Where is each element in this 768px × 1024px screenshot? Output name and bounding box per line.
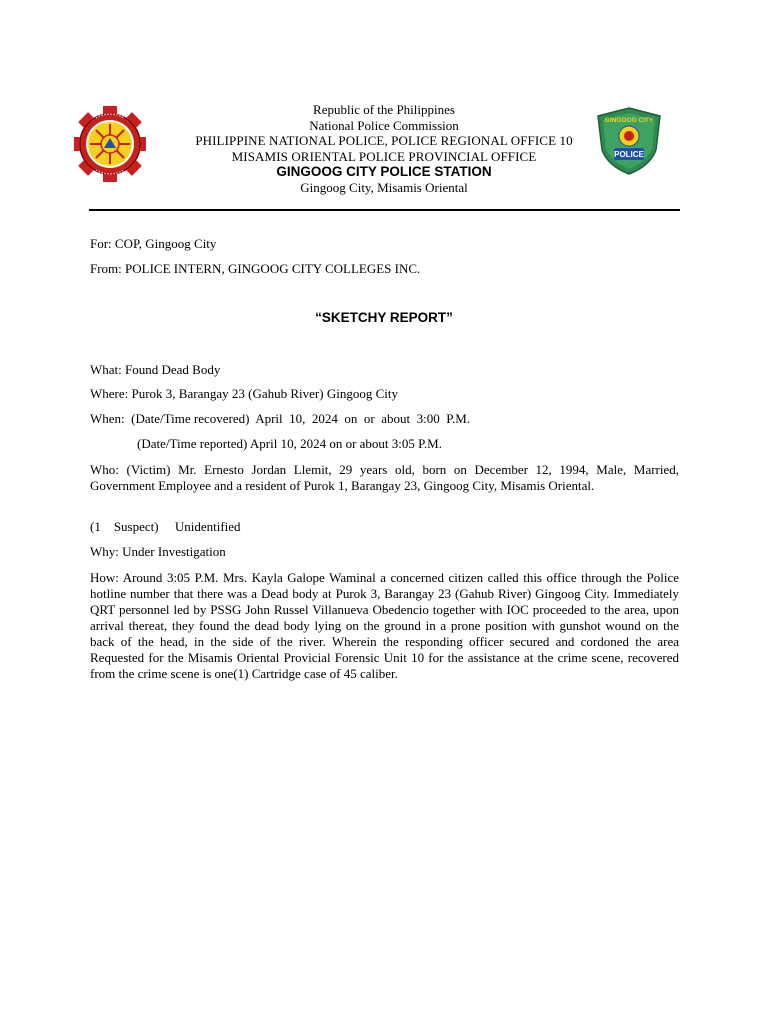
report-suspect: (1 Suspect) Unidentified xyxy=(90,519,241,534)
report-where: Where: Purok 3, Barangay 23 (Gahub River) Gingoog City xyxy=(90,386,398,401)
gingoog-city-police-badge-icon xyxy=(594,106,664,176)
memo-from: From: POLICE INTERN, GINGOOG CITY COLLEGES INC. xyxy=(90,261,421,276)
letterhead-napolcom: National Police Commission xyxy=(309,117,459,133)
report-how: How: Around 3:05 P.M. Mrs. Kayla Galope Waminal a concerned citizen called this office through the Police hotline number that there was a Dead body at Purok 3, Barangay 23 (Gahub River) Gingoog City. Immediately QRT personnel led by PSSG John Russel Villanueva Obedencio together with IOC proceeded to the area, upon arrival thereat, they found the dead body lying on the ground in a prone position with gunshot wound on the back of the head, in the side of the river. Wherein the responding officer secured and cordoned the area Requested for the Misamis Oriental Provicial Forensic Unit 10 for the assistance at the crime scene, recovered from the crime scene is one(1) Cartridge case of 45 caliber. xyxy=(90,570,679,681)
header-divider xyxy=(89,209,680,211)
report-title: “SKETCHY REPORT” xyxy=(315,310,453,325)
report-what: What: Found Dead Body xyxy=(90,362,221,377)
letterhead-provincial-office: MISAMIS ORIENTAL POLICE PROVINCIAL OFFICE xyxy=(231,148,537,164)
letterhead-location: Gingoog City, Misamis Oriental xyxy=(300,179,468,195)
report-who: Who: (Victim) Mr. Ernesto Jordan Llemit, 29 years old, born on December 12, 1994, Male, Married, Government Employee and a resident of Purok 1, Barangay 23, Gingoog City, Misamis Oriental. xyxy=(90,462,679,493)
letterhead-pnp-regional: PHILIPPINE NATIONAL POLICE, POLICE REGIONAL OFFICE 10 xyxy=(195,133,573,148)
memo-for: For: COP, Gingoog City xyxy=(90,236,217,251)
report-why: Why: Under Investigation xyxy=(90,544,226,559)
letterhead-station: GINGOOG CITY POLICE STATION xyxy=(276,164,492,179)
report-when: When: (Date/Time recovered) April 10, 2024 on or about 3:00 P.M. xyxy=(90,411,471,426)
letterhead-republic: Republic of the Philippines xyxy=(313,102,455,117)
report-when-reported: (Date/Time reported) April 10, 2024 on or about 3:05 P.M. xyxy=(137,436,442,451)
letterhead xyxy=(0,102,768,202)
badge-city-text: GINGOOG CITY xyxy=(604,117,654,124)
badge-police-text: POLICE xyxy=(614,150,644,159)
